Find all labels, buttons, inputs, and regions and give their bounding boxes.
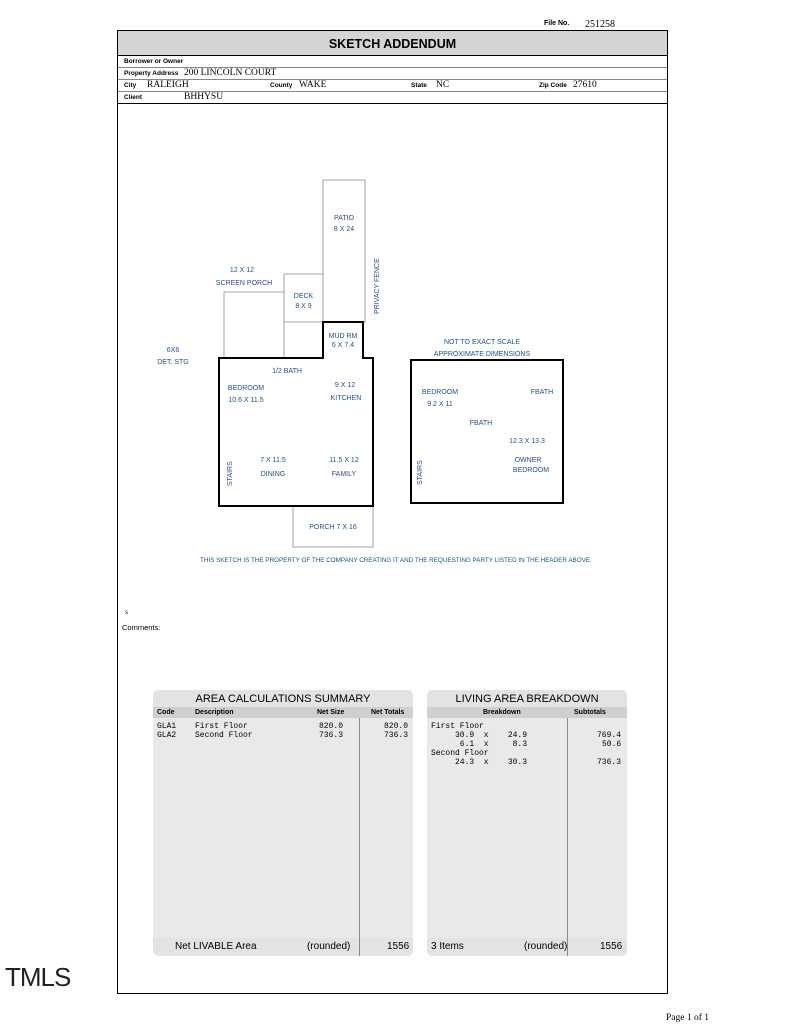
stairs-1-label: STAIRS — [227, 461, 234, 486]
comments-marker: s — [125, 610, 128, 616]
area-row-description: Second Floor — [195, 731, 253, 740]
col-net-totals: Net Totals — [371, 709, 405, 716]
state-value: NC — [436, 80, 450, 90]
bedroom-2-dim: 9.2 X 11 — [427, 401, 453, 408]
first-floor-outline — [219, 322, 373, 506]
owner-bedroom-label-2: BEDROOM — [512, 467, 550, 474]
area-calculations-panel — [153, 690, 413, 956]
area-row-net-total: 820.0 — [384, 722, 409, 731]
screen-porch-outline — [224, 292, 284, 358]
kitchen-dim: 9 X 12 — [334, 382, 356, 389]
page-number: Page 1 of 1 — [666, 1013, 710, 1023]
file-no-value: 251258 — [585, 19, 615, 30]
col-breakdown: Breakdown — [483, 709, 521, 716]
area-calculations-header — [153, 707, 413, 718]
comments-label: Comments: — [122, 623, 161, 632]
client-label: Client — [124, 94, 143, 101]
dining-dim: 7 X 11.5 — [260, 457, 286, 464]
screen-porch-dim: 12 X 12 — [229, 267, 255, 274]
stairs-2-label: STAIRS — [417, 460, 424, 485]
area-calculations-body — [153, 718, 413, 938]
patio-label: PATIO — [334, 215, 354, 222]
bedroom-2-label: BEDROOM — [421, 389, 459, 396]
privacy-fence-label: PRIVACY FENCE — [374, 258, 381, 314]
breakdown-rounded: (rounded) — [524, 941, 568, 952]
living-area-panel — [427, 690, 627, 956]
dining-label: DINING — [260, 471, 286, 478]
col-description: Description — [195, 709, 234, 716]
breakdown-subtotal: 50.6 — [602, 740, 622, 749]
det-storage-label: DET. STG — [157, 359, 189, 366]
breakdown-line: First Floor — [431, 722, 484, 731]
breakdown-line: Second Floor — [431, 749, 489, 758]
owner-bedroom-label-1: OWNER — [514, 457, 542, 464]
bedroom-1-dim: 10.6 X 11.5 — [228, 397, 264, 404]
breakdown-line: 6.1 x 8.3 — [431, 740, 528, 749]
col-subtotals: Subtotals — [574, 709, 606, 716]
patio-dim: 8 X 24 — [333, 226, 355, 233]
bedroom-1-label: BEDROOM — [227, 385, 265, 392]
deck-dim: 8 X 9 — [295, 303, 312, 310]
breakdown-items-count: 3 Items — [431, 941, 464, 952]
kitchen-label: KITCHEN — [330, 395, 362, 402]
file-no-label: File No. — [544, 20, 570, 27]
second-floor-outline — [411, 360, 563, 503]
family-label: FAMILY — [331, 471, 357, 478]
area-calculations-divider — [359, 718, 360, 956]
zip-label: Zip Code — [539, 82, 567, 89]
net-livable-rounded: (rounded) — [307, 941, 351, 952]
borrower-label: Borrower or Owner — [124, 58, 184, 65]
tmls-logo: TMLS — [5, 962, 71, 992]
breakdown-subtotal: 736.3 — [597, 758, 622, 767]
area-row-code: GLA2 — [157, 731, 177, 740]
living-area-header — [427, 707, 627, 718]
sketch-property-note: THIS SKETCH IS THE PROPERTY OF THE COMPANY CREATING IT AND THE REQUESTING PARTY LISTED IN THE HEADER ABOVE. — [200, 557, 592, 564]
city-label: City — [124, 82, 137, 89]
fbath-1-label: FBATH — [530, 389, 554, 396]
net-livable-label: Net LIVABLE Area — [175, 941, 257, 952]
half-bath-label: 1/2 BATH — [272, 368, 302, 375]
county-label: County — [270, 82, 293, 89]
area-row-description: First Floor — [195, 722, 248, 731]
scale-note-2: APPROXIMATE DIMENSIONS — [433, 351, 531, 358]
col-code: Code — [157, 709, 175, 716]
breakdown-subtotal: 769.4 — [597, 731, 622, 740]
living-area-divider — [567, 718, 568, 956]
mud-room-label: MUD RM — [328, 333, 358, 340]
county-value: WAKE — [299, 80, 327, 90]
breakdown-total: 1556 — [600, 941, 623, 952]
patio-outline — [323, 180, 365, 322]
scale-note-1: NOT TO EXACT SCALE — [443, 339, 521, 346]
deck-label: DECK — [293, 293, 314, 300]
living-area-title: LIVING AREA BREAKDOWN — [455, 693, 599, 705]
net-livable-total: 1556 — [387, 941, 410, 952]
screen-porch-label: SCREEN PORCH — [215, 280, 273, 287]
city-value: RALEIGH — [147, 80, 189, 90]
area-row-net-size: 736.3 — [319, 731, 344, 740]
family-dim: 11.5 X 12 — [329, 457, 359, 464]
col-net-size: Net Size — [317, 709, 345, 716]
deck-outline — [284, 274, 323, 358]
det-storage-dim: 6X6 — [166, 347, 180, 354]
area-row-net-total: 736.3 — [384, 731, 409, 740]
breakdown-line: 24.3 x 30.3 — [431, 758, 528, 767]
fbath-2-label: FBATH — [469, 420, 493, 427]
document-title: SKETCH ADDENDUM — [118, 31, 667, 56]
breakdown-line: 30.9 x 24.9 — [431, 731, 528, 740]
state-label: State — [411, 82, 427, 89]
mud-room-dim: 6 X 7.4 — [331, 342, 355, 349]
zip-value: 27610 — [573, 80, 597, 90]
area-calculations-title: AREA CALCULATIONS SUMMARY — [195, 693, 371, 705]
area-row-code: GLA1 — [157, 722, 177, 731]
client-value: BHHYSU — [184, 92, 224, 102]
owner-bedroom-dim: 12.3 X 13.3 — [509, 438, 545, 445]
porch-label: PORCH 7 X 16 — [309, 524, 357, 531]
property-address-label: Property Address — [124, 70, 179, 77]
area-row-net-size: 820.0 — [319, 722, 344, 731]
property-address-value: 200 LINCOLN COURT — [184, 68, 277, 78]
